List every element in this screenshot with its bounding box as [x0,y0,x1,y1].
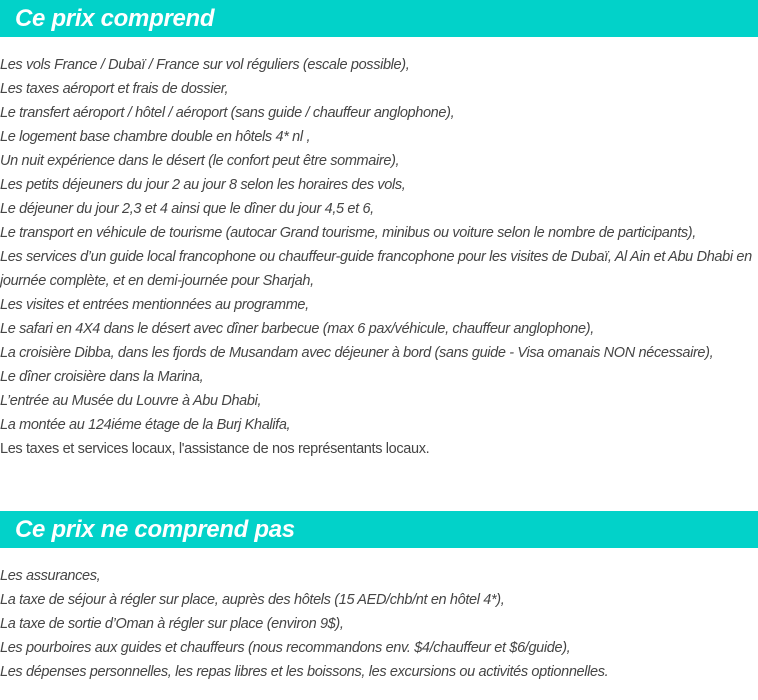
included-header [0,0,758,37]
included-item: Un nuit expérience dans le désert (le confort peut être sommaire), [0,153,400,169]
excluded-header [0,511,758,548]
included-item: Le déjeuner du jour 2,3 et 4 ainsi que le dîner du jour 4,5 et 6, [0,201,374,217]
included-item: Le transfert aéroport / hôtel / aéroport (sans guide / chauffeur anglophone), [0,105,455,121]
included-item: L’entrée au Musée du Louvre à Abu Dhabi, [0,393,262,409]
excluded-item: Les assurances, [0,568,101,584]
included-item: Le transport en véhicule de tourisme (autocar Grand tourisme, minibus ou voiture selon le nombre de participants), [0,225,696,241]
excluded-item: Les pourboires aux guides et chauffeurs (nous recommandons env. $4/chauffeur et $6/guide), [0,640,571,656]
included-item: Les taxes et services locaux, l'assistance de nos représentants locaux. [0,441,430,457]
included-item: Les petits déjeuners du jour 2 au jour 8 selon les horaires des vols, [0,177,406,193]
excluded-item: La taxe de sortie d’Oman à régler sur place (environ 9$), [0,616,344,632]
included-item: Le dîner croisière dans la Marina, [0,369,204,385]
included-item: Les services d’un guide local francophone ou chauffeur-guide francophone pour les visites de Dubaï, Al Ain et Abu Dhabi en journée complète, et en demi-journée pour Sharjah, [0,249,752,289]
included-item: La croisière Dibba, dans les fjords de Musandam avec déjeuner à bord (sans guide - Visa omanais NON nécessaire), [0,345,714,361]
excluded-item: La taxe de séjour à régler sur place, auprès des hôtels (15 AED/chb/nt en hôtel 4*), [0,592,505,608]
excluded-title: Ce prix ne comprend pas [15,515,295,543]
included-item: La montée au 124iéme étage de la Burj Khalifa, [0,417,291,433]
excluded-list [0,564,758,684]
included-item: Le safari en 4X4 dans le désert avec dîner barbecue (max 6 pax/véhicule, chauffeur anglophone), [0,321,594,337]
included-title: Ce prix comprend [15,4,215,32]
included-item: Les taxes aéroport et frais de dossier, [0,81,229,97]
excluded-item: Les dépenses personnelles, les repas libres et les boissons, les excursions ou activités optionnelles. [0,664,609,680]
excluded-section [0,511,758,684]
included-item: Le logement base chambre double en hôtels 4* nl , [0,129,311,145]
included-item: Les visites et entrées mentionnées au programme, [0,297,309,313]
included-list [0,53,758,461]
included-item: Les vols France / Dubaï / France sur vol réguliers (escale possible), [0,57,410,73]
